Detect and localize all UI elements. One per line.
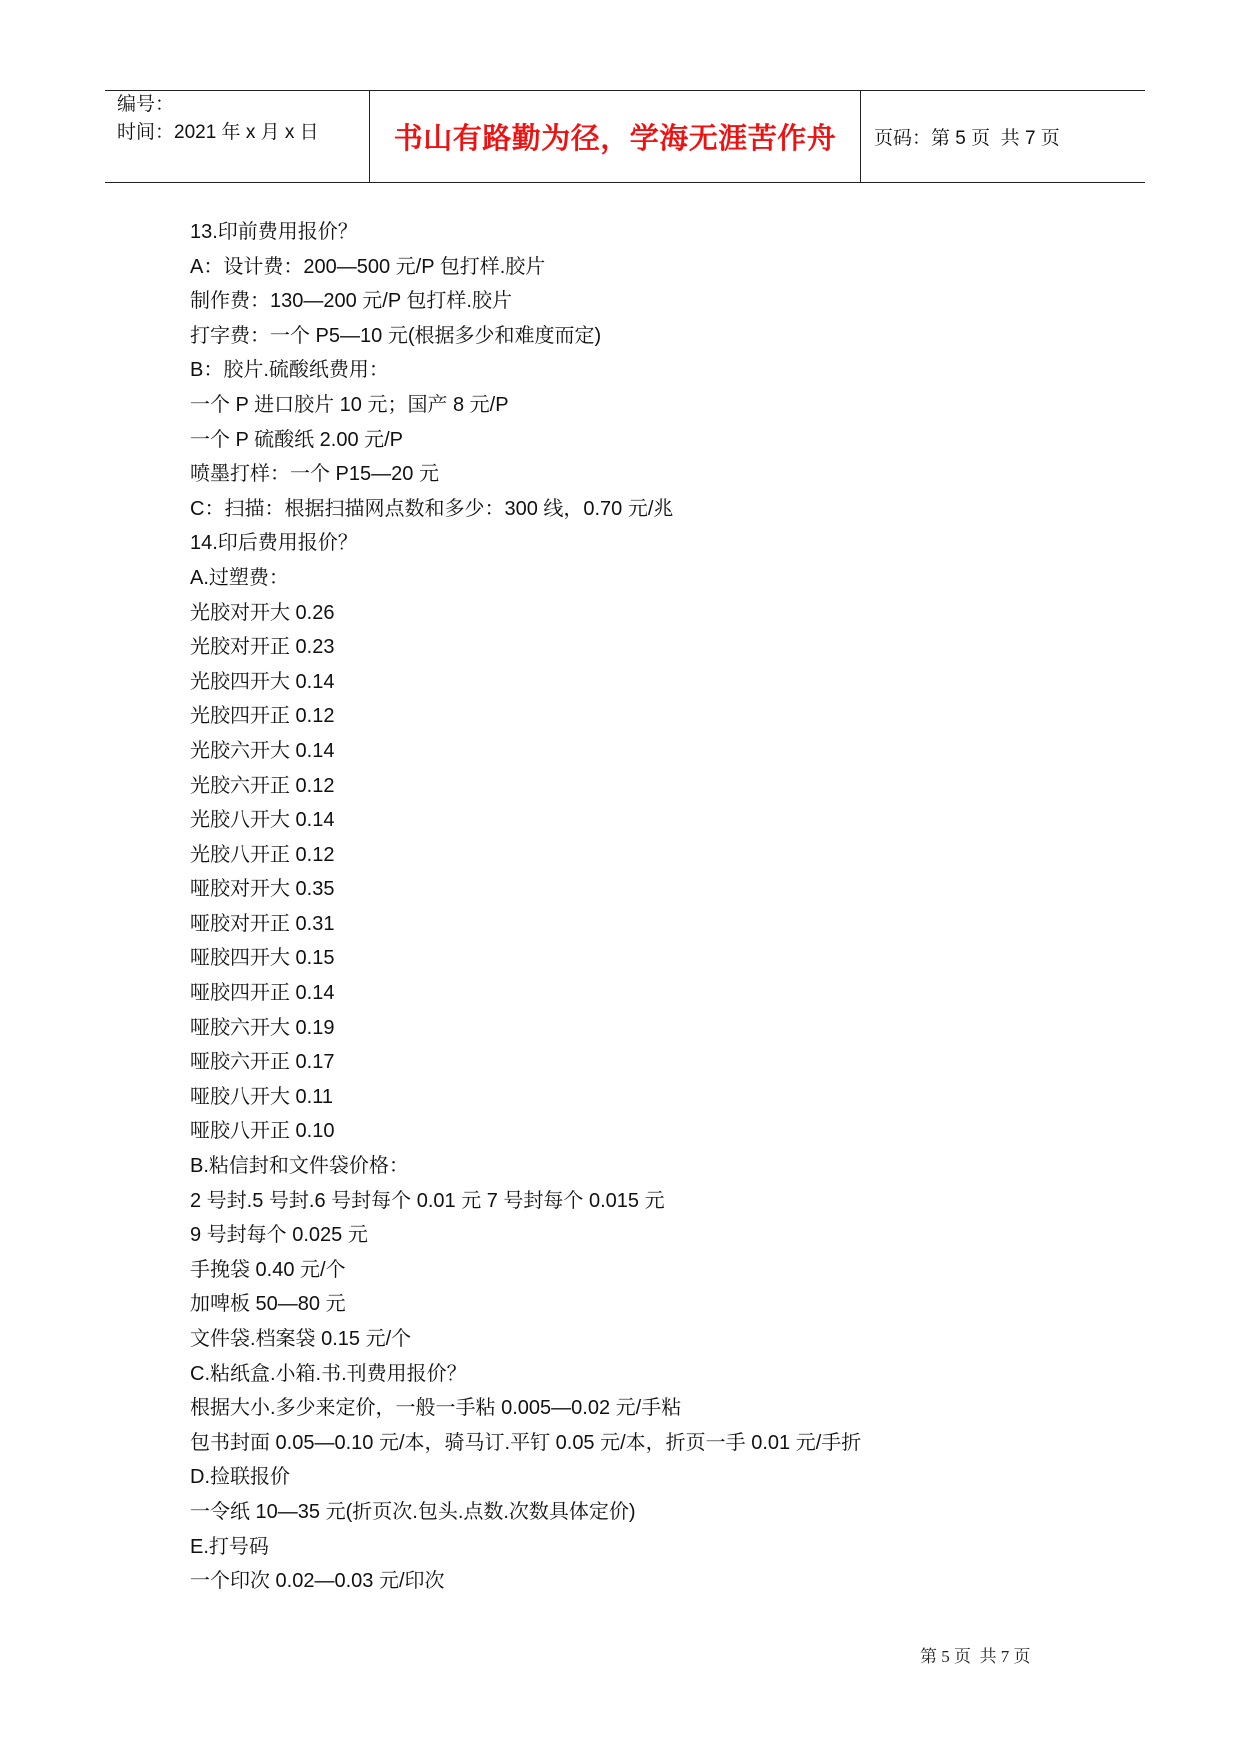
body-text-line: 喷墨打样：一个 P15—20 元 [190,463,439,486]
body-text-line: 手挽袋 0.40 元/个 [190,1258,346,1281]
body-text-line: 13.印前费用报价？ [190,221,358,243]
body-text-line: 哑胶四开正 0.14 [190,982,335,1005]
body-text-line: B：胶片.硫酸纸费用： [190,359,389,382]
body-text-line: 光胶六开大 0.14 [190,739,335,762]
body-text-line: 制作费：130—200 元/P 包打样.胶片 [190,290,512,313]
body-text-line: 哑胶八开正 0.10 [190,1120,335,1143]
body-text-line: 根据大小.多少来定价，一般一手粘 0.005—0.02 元/手粘 [190,1397,682,1420]
body-text-line: 光胶对开正 0.23 [190,636,335,659]
header-info-cell [105,91,370,182]
body-text-line: 2 号封.5 号封.6 号封每个 0.01 元 7 号封每个 0.015 元 [190,1189,665,1212]
body-text-line: 光胶八开正 0.12 [190,843,335,866]
body-text-line: 光胶八开大 0.14 [190,809,335,832]
body-text-line: 加啤板 50—80 元 [190,1293,346,1316]
body-text-line: 一个 P 进口胶片 10 元；国产 8 元/P [190,393,509,416]
body-text-line: 一个 P 硫酸纸 2.00 元/P [190,428,404,451]
body-text-line: 哑胶六开正 0.17 [190,1051,335,1074]
page-header [105,90,1145,183]
body-text-line: 包书封面 0.05—0.10 元/本，骑马订.平钉 0.05 元/本，折页一手 0.01 元/手折 [190,1431,862,1454]
body-text-line: 哑胶八开大 0.11 [190,1085,333,1108]
body-text-line: D.捡联报价 [190,1466,290,1489]
body-text-line: 14.印后费用报价？ [190,532,358,555]
body-text-line: C.粘纸盒.小箱.书.刊费用报价？ [190,1362,467,1385]
body-text-line: C：扫描：根据扫描网点数和多少：300 线，0.70 元/兆 [190,497,674,520]
header-page-number: 页码：第 5 页 共 7 页 [874,128,1060,149]
document-number-label: 编号： [117,94,175,115]
header-motto-cell [370,91,861,182]
footer-page-number: 第 5 页 共 7 页 [920,1647,1031,1666]
body-text-line: B.粘信封和文件袋价格： [190,1155,409,1178]
body-text-line: 9 号封每个 0.025 元 [190,1224,368,1247]
body-text-line: 一令纸 10—35 元(折页次.包头.点数.次数具体定价) [190,1500,636,1523]
body-text-line: 光胶四开大 0.14 [190,670,335,693]
body-text-line: 哑胶六开大 0.19 [190,1016,335,1039]
body-text-line: E.打号码 [190,1535,269,1558]
body-text-line: 光胶对开大 0.26 [190,601,335,624]
body-text-line: 文件袋.档案袋 0.15 元/个 [190,1328,412,1350]
header-page-cell [861,91,1145,182]
body-text-line: A.过塑费： [190,566,289,589]
body-text-line: A：设计费：200—500 元/P 包打样.胶片 [190,255,546,278]
body-text-line: 一个印次 0.02—0.03 元/印次 [190,1570,445,1593]
document-body [190,215,1190,1599]
body-text-line: 光胶四开正 0.12 [190,705,335,728]
body-text-line: 哑胶对开正 0.31 [190,912,335,935]
body-text-line: 打字费：一个 P5—10 元(根据多少和难度而定) [190,324,602,347]
document-date-label: 时间：2021 年 x 月 x 日 [117,122,319,143]
body-text-line: 光胶六开正 0.12 [190,774,335,797]
body-text-line: 哑胶对开大 0.35 [190,878,335,901]
header-motto: 书山有路勤为径，学海无涯苦作舟 [393,121,837,155]
body-text-line: 哑胶四开大 0.15 [190,947,335,970]
